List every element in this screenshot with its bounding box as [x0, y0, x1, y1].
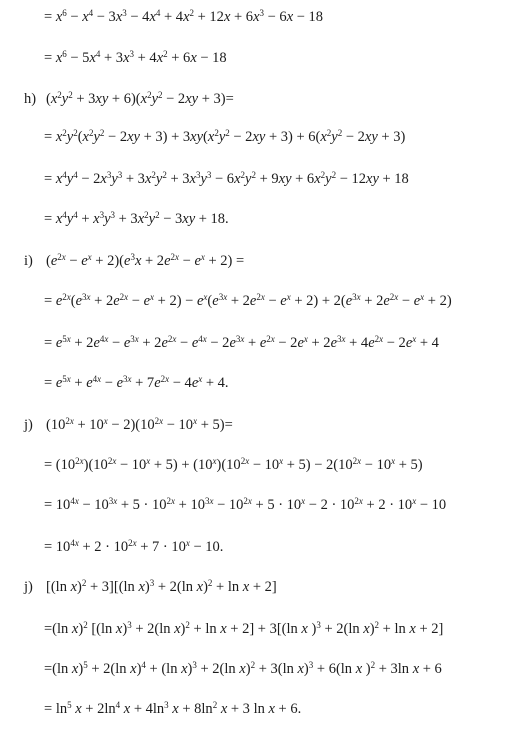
solution-step: = $e^{5x} + 2e^{4x} - e^{3x} + 2e^{2x} - e^{4x} - 2e^{3x} + e^{2x} - 2e^x + 2e^{3x} + 4e^{2x} - 2e^x + 4$ — [44, 334, 439, 351]
solution-step: = $x^4y^4 - 2x^3y^3 + 3x^2y^2 + 3x^3y^3 - 6x^2y^2 + 9xy + 6x^2y^2 - 12xy + 18$ — [44, 170, 409, 187]
solution-step: = $(10^{2x})(10^{2x} - 10^x + 5) + (10^x)(10^{2x} - 10^x + 5) - 2(10^{2x} - 10^x + 5)$ — [44, 456, 423, 473]
solution-step: = $10^{4x} - 10^{3x} + 5 \cdot 10^{2x} + 10^{3x} - 10^{2x} + 5 \cdot 10^x - 2 \cdot 10^{2x} + 2 \cdot 10^x - 10$ — [44, 496, 447, 513]
solution-step: = $x^6 - 5x^4 + 3x^3 + 4x^2 + 6x - 18$ — [44, 49, 227, 66]
solution-step: = $e^{5x} + e^{4x} - e^{3x} + 7e^{2x} - 4e^x + 4$. — [44, 374, 229, 391]
problem-expression: $(10^{2x} + 10^x - 2)(10^{2x} - 10^x + 5)=$ — [46, 416, 233, 433]
solution-step: = $x^6 - x^4 - 3x^3 - 4x^4 + 4x^2 + 12x + 6x^3 - 6x - 18$ — [44, 8, 324, 25]
problem-heading — [24, 416, 233, 434]
solution-step: = $\ln^5 x + 2\ln^4$ $x + 4\ln^3$ $x + 8\ln^2$ x + 3 ln x + 6. — [44, 700, 302, 717]
solution-step: =(ln x)$^5$ + 2(ln x)$^4$ + (ln x)$^3$ + 2(ln x)$^2$ + 3(ln x)$^3$ + 6(ln x )$^2$ + 3ln x + 6 — [44, 660, 442, 677]
problem-label: i) — [24, 253, 33, 269]
problem-label: j) — [24, 417, 33, 433]
problem-heading — [24, 252, 244, 270]
solution-step: = $10^{4x} + 2 \cdot 10^{2x} + 7 \cdot 10^x - 10$. — [44, 538, 224, 555]
problem-expression: [(ln x)$^2$ + 3][(ln x)$^3$ + 2(ln x)$^2$ + ln x + 2] — [46, 578, 277, 595]
solution-step: = $x^4y^4 + x^3y^3 + 3x^2y^2 - 3xy + 18$. — [44, 210, 229, 227]
solution-step: = $e^{2x}(e^{3x} + 2e^{2x} - e^x + 2) - e^x(e^{3x} + 2e^{2x} - e^x + 2) + 2(e^{3x} + 2e^{2x} - e^x + 2)$ — [44, 292, 452, 309]
problem-label: h) — [24, 91, 37, 107]
problem-heading — [24, 578, 277, 596]
problem-expression: $(e^{2x} - e^x + 2)(e^3x + 2e^{2x} - e^x + 2)$ = — [46, 252, 245, 269]
problem-label: j) — [24, 579, 33, 595]
solution-step: = $x^2y^2(x^2y^2 - 2xy + 3) + 3xy(x^2y^2 - 2xy + 3) + 6(x^2y^2 - 2xy + 3)$ — [44, 128, 406, 145]
problem-heading — [24, 90, 234, 108]
solution-step: =(ln x)$^2$ [(ln x)$^3$ + 2(ln x)$^2$ + ln x + 2] + 3[(ln x )$^3$ + 2(ln x)$^2$ + ln x + 2] — [44, 620, 444, 637]
problem-expression: $(x^2y^2 + 3xy + 6)(x^2y^2 - 2xy + 3)=$ — [46, 90, 234, 107]
